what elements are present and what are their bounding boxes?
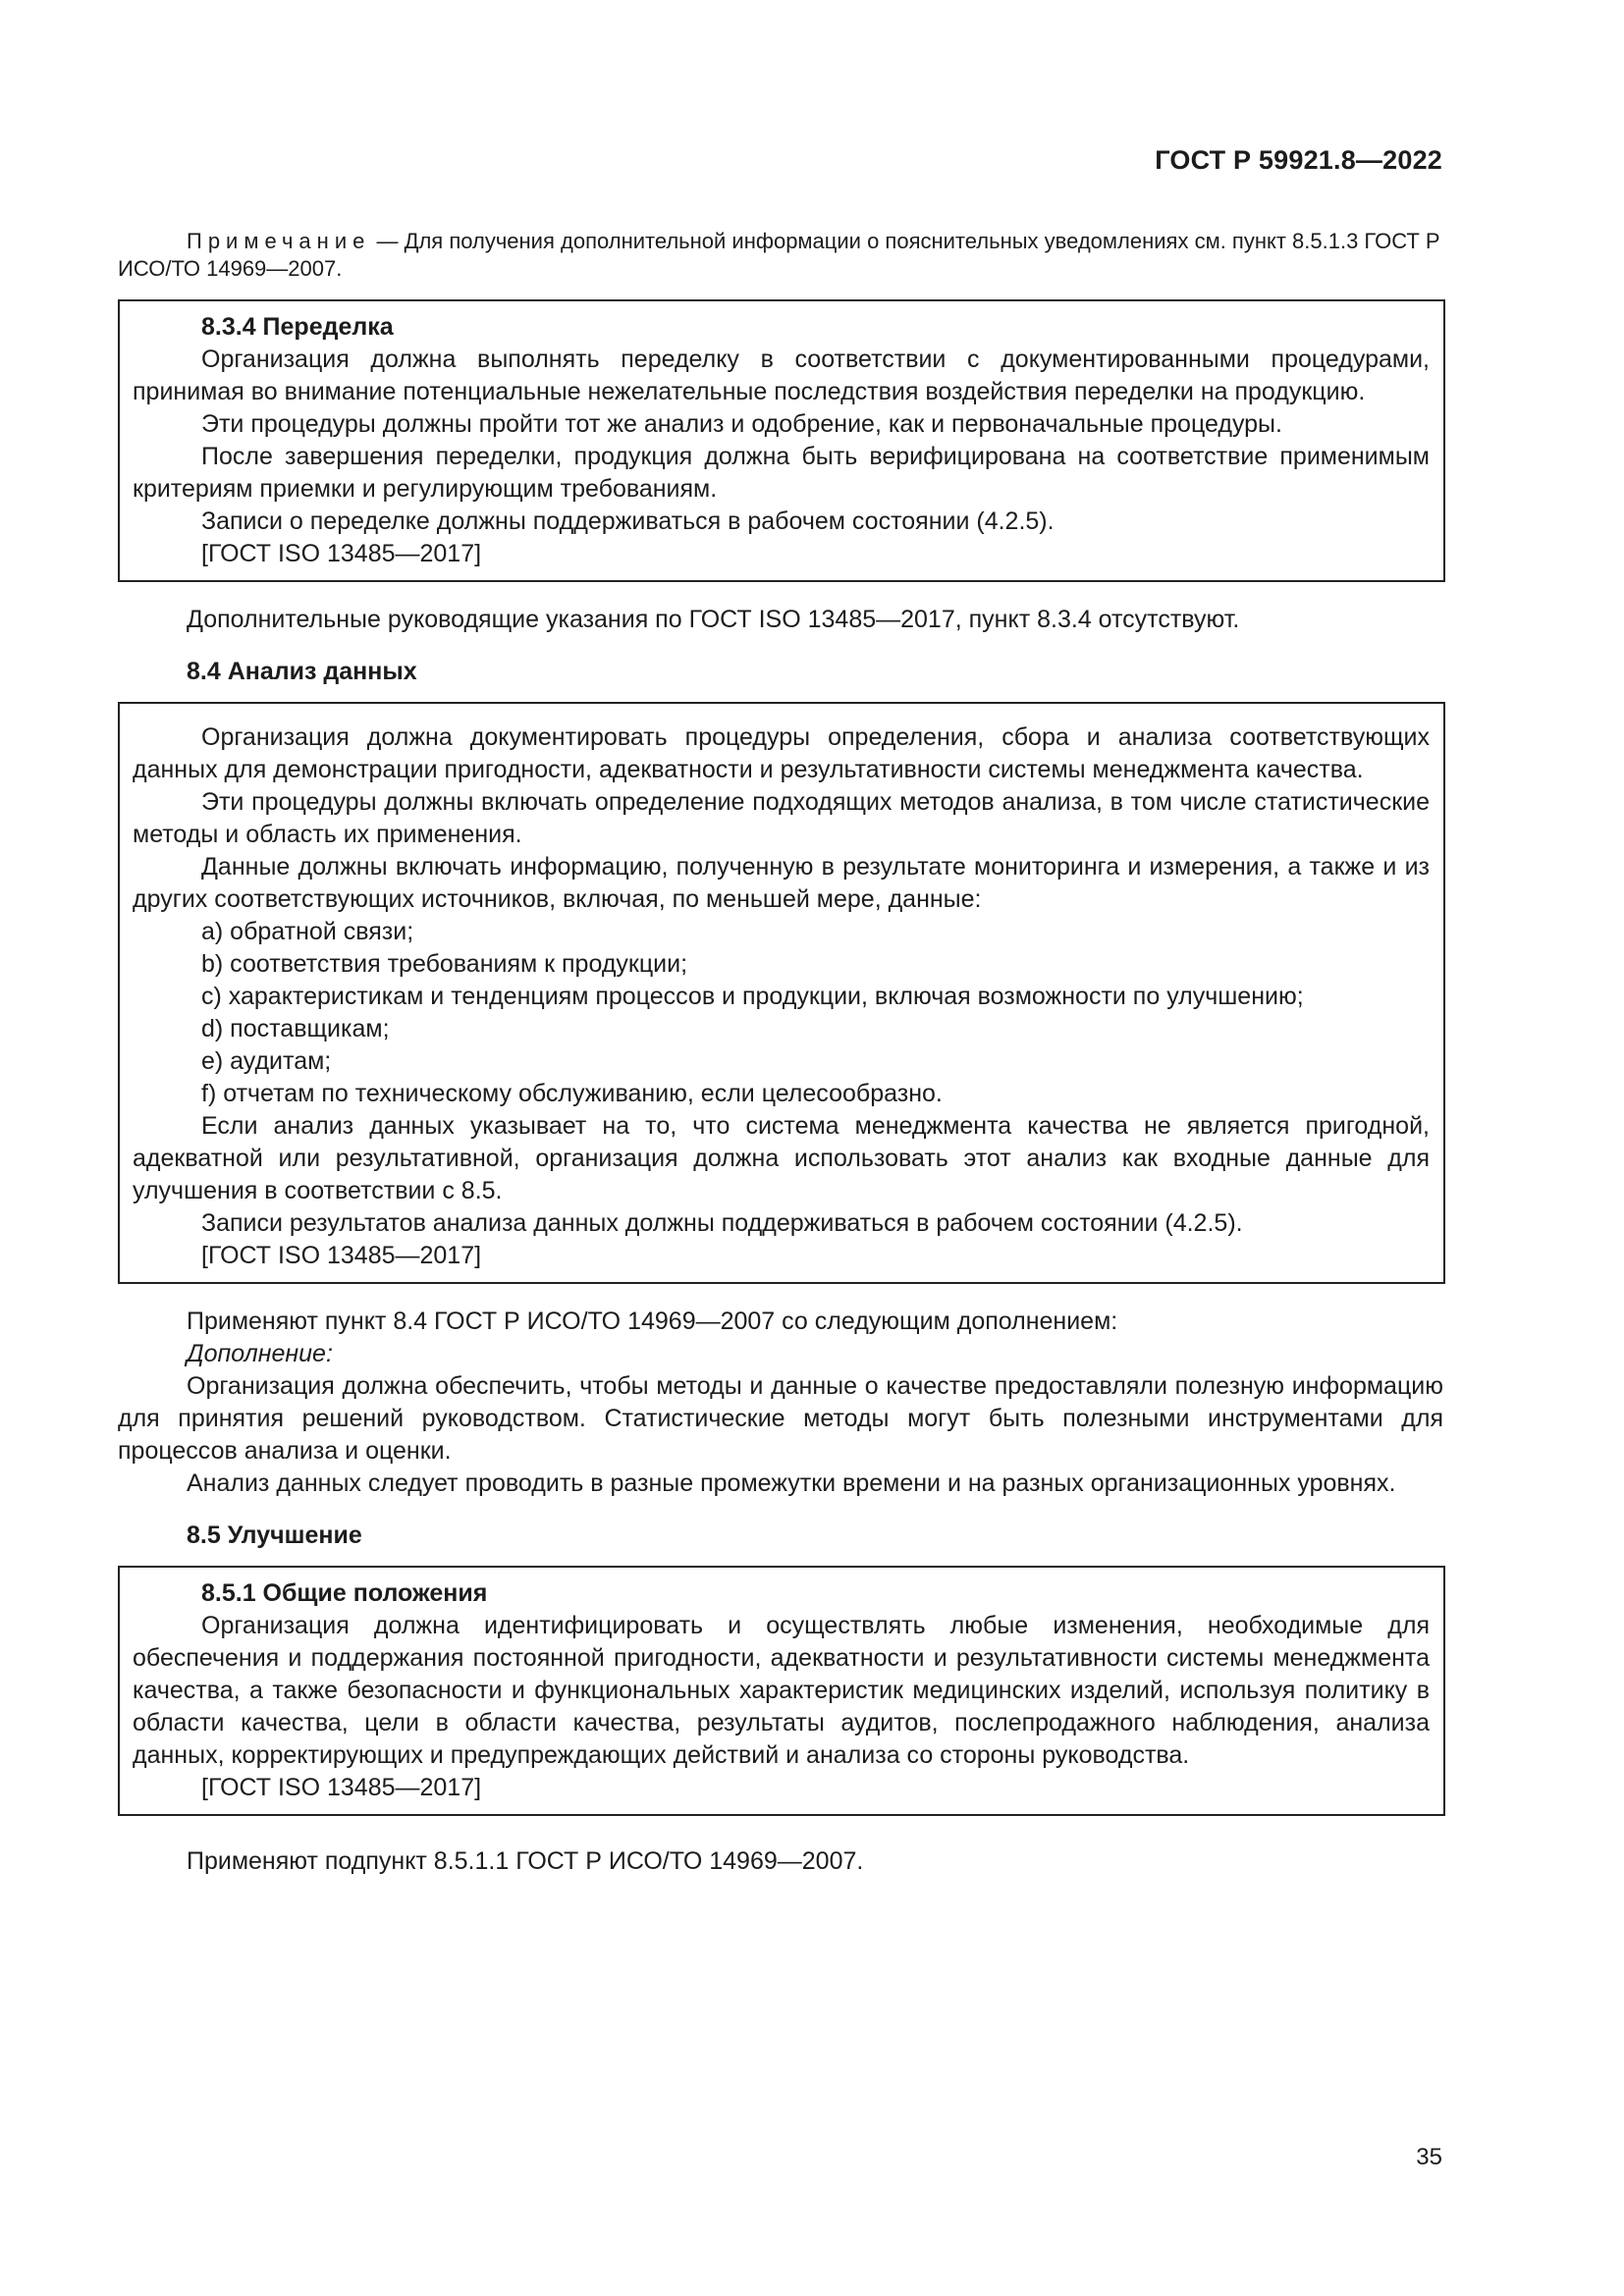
after-box1-text: Дополнительные руководящие указания по ГОСТ ISO 13485—2017, пункт 8.3.4 отсутствуют.: [187, 606, 1240, 633]
box1-paragraph-2: Эти процедуры должны пройти тот же анализ и одобрение, как и первоначальные процедуры.: [201, 410, 1282, 438]
box2-list-item-b: b) соответствия требованиям к продукции;: [201, 950, 688, 978]
box-heading-8-5-1: 8.5.1 Общие положения: [201, 1579, 488, 1607]
note-paragraph: [118, 228, 1443, 283]
after-box1: [118, 604, 1443, 636]
box2-paragraph-1: Организация должна документировать процедуры определения, сбора и анализа соответствующих данных для демонстрации пригодности, адекватности и результативности системы менеджмента качества.: [133, 723, 1430, 783]
quote-box-8-3-4: [118, 299, 1445, 582]
after-box3-text: Применяют подпункт 8.5.1.1 ГОСТ Р ИСО/ТО 14969—2007.: [187, 1847, 864, 1875]
box1-paragraph-3: После завершения переделки, продукция должна быть верифицирована на соответствие применимым критериям приемки и регулирующим требованиям.: [133, 443, 1430, 503]
section-heading-8-4: 8.4 Анализ данных: [187, 658, 417, 685]
quote-box-8-5-1: [118, 1566, 1445, 1816]
box2-reference: [ГОСТ ISO 13485—2017]: [201, 1242, 482, 1269]
box1-paragraph-4: Записи о переделке должны поддерживаться в рабочем состоянии (4.2.5).: [201, 507, 1055, 535]
after-box3: [118, 1845, 1443, 1878]
note-text: — Для получения дополнительной информации о пояснительных уведомлениях см. пункт 8.5.1.3 ГОСТ Р ИСО/ТО 14969—2007.: [118, 229, 1440, 281]
document-code-header: ГОСТ Р 59921.8—2022: [1155, 145, 1442, 175]
box3-reference: [ГОСТ ISO 13485—2017]: [201, 1774, 482, 1801]
section-heading-8-5: 8.5 Улучшение: [187, 1522, 362, 1549]
box2-list-item-e: e) аудитам;: [201, 1047, 332, 1075]
box2-list-item-c: c) характеристикам и тенденциям процессов и продукции, включая возможности по улучшению;: [201, 983, 1304, 1010]
box2-paragraph-3: Данные должны включать информацию, полученную в результате мониторинга и измерения, а также и из других соответствующих источников, включая, по меньшей мере, данные:: [133, 853, 1430, 913]
box2-paragraph-2: Эти процедуры должны включать определение подходящих методов анализа, в том числе статистические методы и область их применения.: [133, 788, 1430, 848]
box2-list-item-f: f) отчетам по техническому обслуживанию, если целесообразно.: [201, 1080, 943, 1107]
note-label: Примечание: [187, 229, 371, 253]
quote-box-8-4: [118, 702, 1445, 1284]
page-content: [118, 228, 1443, 1878]
box1-reference: [ГОСТ ISO 13485—2017]: [201, 540, 482, 567]
after-box2: [118, 1306, 1443, 1500]
box3-paragraph-1: Организация должна идентифицировать и осуществлять любые изменения, необходимые для обеспечения и поддержания постоянной пригодности, адекватности и результативности системы менеджмента качества, а также безопасности и функциональных характеристик медицинских изделий, используя политику в области качества, цели в области качества, результаты аудитов, послепродажного наблюдения, анализа данных, корректирующих и предупреждающих действий и анализа со стороны руководства.: [133, 1612, 1430, 1769]
box1-paragraph-1: Организация должна выполнять переделку в соответствии с документированными процедурами, принимая во внимание потенциальные нежелательные последствия воздействия переделки на продукцию.: [133, 346, 1430, 405]
box2-paragraph-4: Если анализ данных указывает на то, что система менеджмента качества не является пригодной, адекватной или результативной, организация должна использовать этот анализ как входные данные для улучшения в соответствии с 8.5.: [133, 1112, 1430, 1204]
box2-list-item-a: a) обратной связи;: [201, 918, 414, 945]
after-box2-paragraph-2: Организация должна обеспечить, чтобы методы и данные о качестве предоставляли полезную информацию для принятия решений руководством. Статистические методы могут быть полезными инструментами для процессов анализа и оценки.: [118, 1372, 1443, 1465]
box2-paragraph-5: Записи результатов анализа данных должны поддерживаться в рабочем состоянии (4.2.5).: [201, 1209, 1243, 1237]
addition-label: Дополнение:: [187, 1340, 333, 1367]
page-number: 35: [1416, 2144, 1442, 2170]
box2-list-item-d: d) поставщикам;: [201, 1015, 390, 1042]
after-box2-paragraph-1: Применяют пункт 8.4 ГОСТ Р ИСО/ТО 14969—2007 со следующим дополнением:: [187, 1308, 1118, 1335]
after-box2-paragraph-3: Анализ данных следует проводить в разные промежутки времени и на разных организационных уровнях.: [187, 1469, 1396, 1497]
box-heading-8-3-4: 8.3.4 Переделка: [201, 313, 394, 341]
